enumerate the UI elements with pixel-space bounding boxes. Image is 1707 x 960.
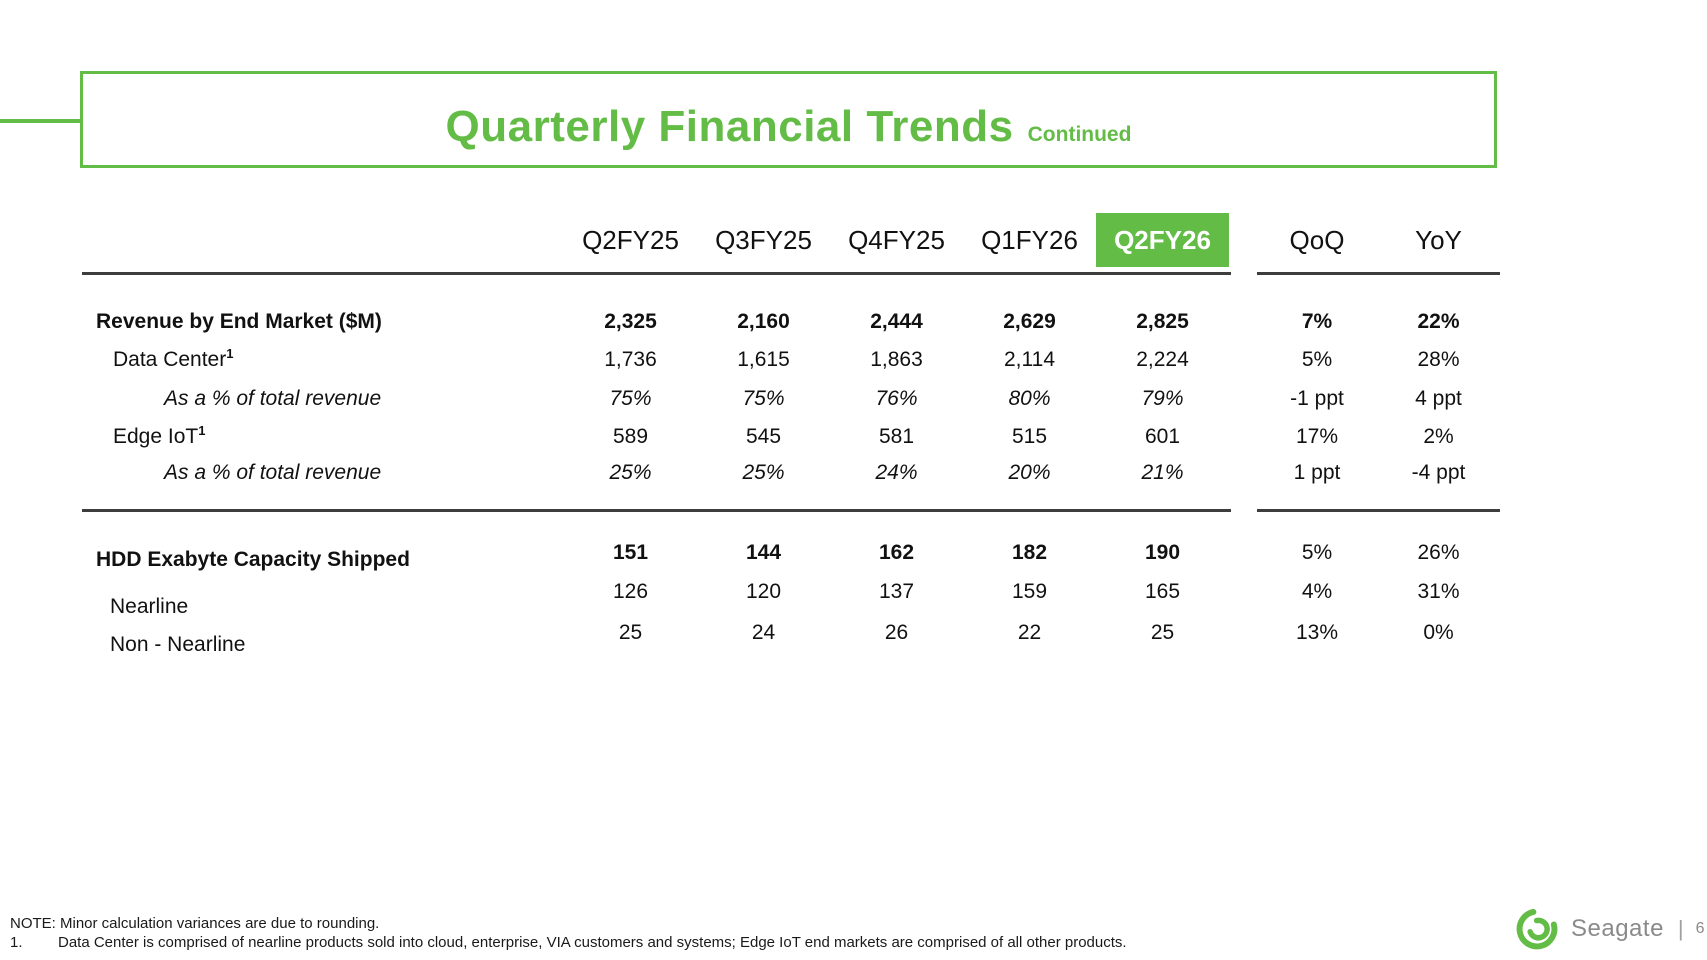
cell-value: 24% [875,461,918,484]
cell-value-qoq: 13% [1295,621,1339,644]
table-row-nearline [82,572,1500,618]
cell-value: 589 [612,425,649,448]
cell-value: 190 [1144,541,1181,564]
note-text: NOTE: Minor calculation variances are due to rounding. [10,915,380,932]
table-row-edge-iot [82,417,1500,457]
column-header-q2fy26-highlighted: Q2FY26 [1096,213,1229,267]
page-number: 6 [1695,920,1705,937]
row-label: Non - Nearline [110,633,246,656]
cell-value: 581 [878,425,915,448]
footnote-1-text: Data Center is comprised of nearline products sold into cloud, enterprise, VIA customers and systems; Edge IoT end markets are comprised of all other products. [58,934,1127,951]
footnote-1 [10,934,1127,952]
cell-value-yoy: 28% [1417,348,1460,371]
cell-value-yoy: 31% [1417,580,1460,603]
seagate-swirl-icon [1510,902,1564,956]
cell-value: 2,114 [1004,348,1055,371]
row-label: HDD Exabyte Capacity Shipped [96,548,410,571]
cell-value: 1,863 [870,348,923,371]
cell-value: 80% [1008,387,1051,410]
cell-value: 2,224 [1136,348,1189,371]
cell-value: 126 [612,580,649,603]
row-label: Edge IoT$^1$ [113,423,206,448]
cell-value: 137 [878,580,915,603]
table-row-data-center [82,340,1500,380]
cell-value-qoq: 5% [1301,541,1333,564]
cell-value: 26 [884,621,909,644]
cell-value: 1,736 [604,348,657,371]
cell-value: 120 [745,580,782,603]
cell-value-qoq: 1 ppt [1293,461,1341,484]
footnote-marker: 1 [226,346,234,361]
table-row-edgeiot-pct [82,453,1500,493]
cell-value: 1,615 [737,348,790,371]
column-header-q2fy25: Q2FY25 [582,224,679,255]
column-header-q4fy25: Q4FY25 [848,224,945,255]
page-title-continued: Continued [1027,123,1132,146]
cell-value: 75% [609,387,652,410]
cell-value: 2,825 [1136,310,1189,333]
cell-value-qoq: 4% [1301,580,1333,603]
cell-value-qoq: 5% [1301,348,1333,371]
column-header-yoy: YoY [1415,224,1462,255]
page-title: Quarterly Financial Trends [445,102,1014,151]
cell-value: 75% [742,387,785,410]
brand-separator: | [1677,916,1684,941]
table-row-revenue [82,302,1500,342]
cell-value: 25% [609,461,652,484]
cell-value: 515 [1011,425,1048,448]
cell-value-yoy: 22% [1417,310,1460,333]
cell-value-qoq: -1 ppt [1290,387,1344,410]
brand-footer [1515,905,1705,953]
column-header-qoq: QoQ [1289,224,1345,255]
cell-value: 25 [618,621,643,644]
brand-wordmark: Seagate [1571,915,1664,942]
footnotes [10,915,1127,952]
cell-value: 182 [1011,541,1048,564]
cell-value: 165 [1144,580,1181,603]
column-header-q3fy25: Q3FY25 [715,224,812,255]
cell-value: 162 [878,541,915,564]
cell-value: 2,444 [870,310,923,333]
cell-value-qoq: 17% [1295,425,1339,448]
cell-value-qoq: 7% [1301,310,1333,333]
row-label: As a % of total revenue [164,461,382,484]
title-box [80,71,1497,168]
cell-value: 2,160 [737,310,790,333]
table-row-datacenter-pct [82,379,1500,419]
cell-value-yoy: 4 ppt [1415,387,1462,410]
row-label: Revenue by End Market ($M) [96,310,382,333]
cell-value: 24 [751,621,776,644]
header-divider-right [1257,272,1500,275]
table-row-hdd-exabyte [82,533,1500,573]
cell-value: 20% [1008,461,1051,484]
footnote-marker: 1 [198,423,206,438]
cell-value: 601 [1144,425,1181,448]
column-header-q1fy26: Q1FY26 [981,224,1078,255]
footnote-1-marker: 1. [10,934,23,951]
cell-value: 144 [745,541,782,564]
cell-value: 151 [612,541,649,564]
row-label: As a % of total revenue [164,387,382,410]
cell-value: 159 [1011,580,1048,603]
row-label: Nearline [110,595,189,618]
row-label: Data Center$^1$ [113,346,234,371]
cell-value: 25 [1150,621,1175,644]
section-divider-left [82,509,1231,512]
cell-value-yoy: -4 ppt [1411,461,1466,484]
title-accent-line [0,119,81,123]
table-header-row [82,213,1500,267]
cell-value: 2,325 [604,310,657,333]
cell-value: 22 [1017,621,1042,644]
cell-value: 21% [1141,461,1184,484]
cell-value: 25% [742,461,785,484]
cell-value-yoy: 2% [1423,425,1454,448]
section-divider-right [1257,509,1500,512]
cell-value: 79% [1141,387,1184,410]
cell-value: 76% [875,387,918,410]
cell-value-yoy: 26% [1417,541,1460,564]
header-divider-left [82,272,1231,275]
cell-value: 2,629 [1003,310,1056,333]
table-row-non-nearline [82,613,1500,656]
cell-value: 545 [745,425,782,448]
cell-value-yoy: 0% [1423,621,1454,644]
